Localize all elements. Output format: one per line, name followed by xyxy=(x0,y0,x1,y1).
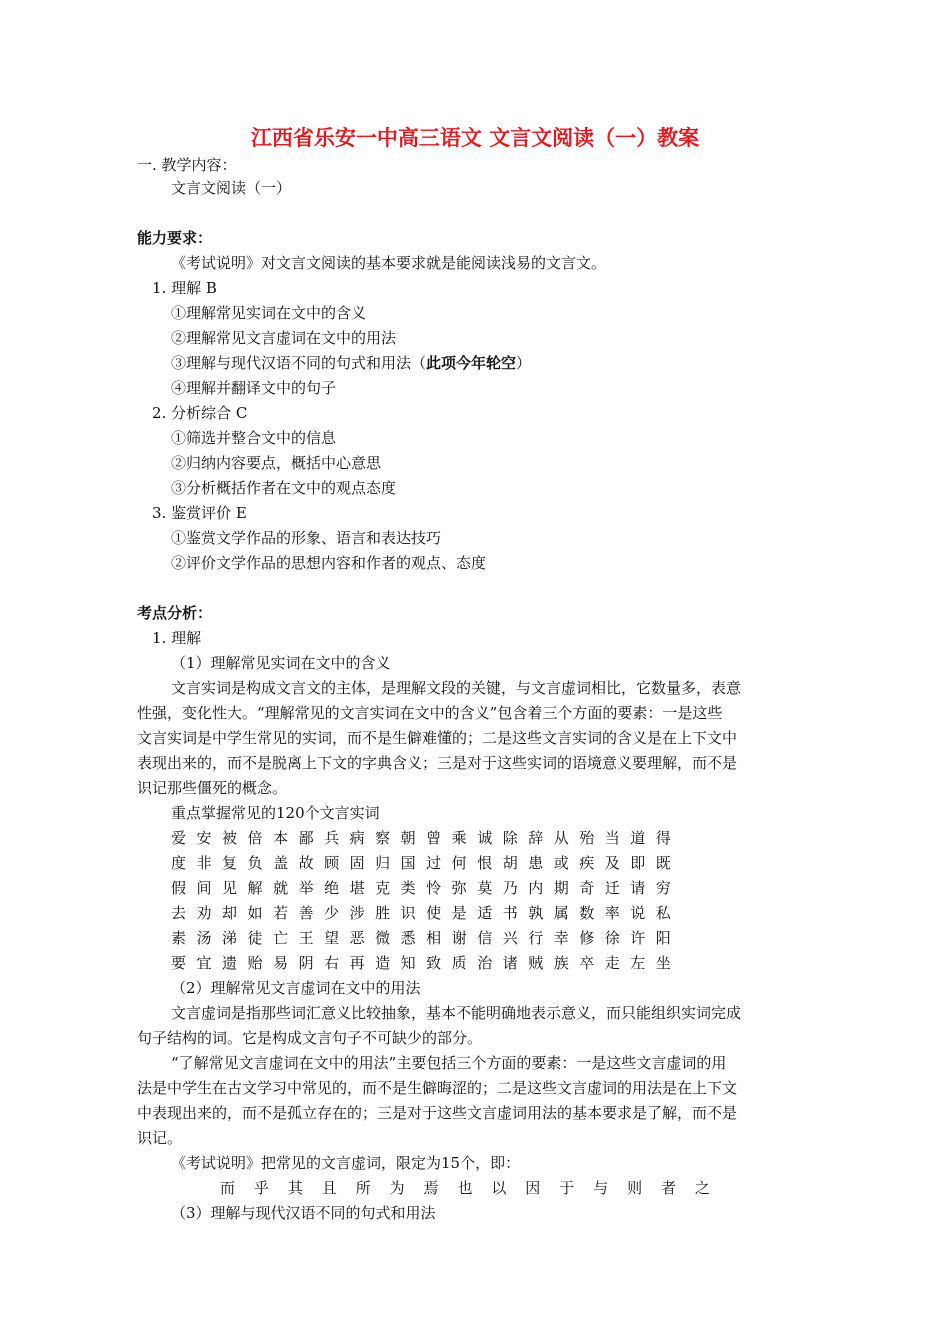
ability-item: ①理解常见实词在文中的含义 xyxy=(171,304,367,322)
shici-char: 本 xyxy=(273,829,289,847)
shici-char: 徒 xyxy=(247,929,263,947)
shici-char: 既 xyxy=(655,854,671,872)
xuci-char: 之 xyxy=(694,1179,710,1197)
subsection-heading: （1）理解常见实词在文中的含义 xyxy=(171,654,391,672)
shici-char: 书 xyxy=(502,904,518,922)
shici-char: 鄙 xyxy=(298,829,314,847)
shici-char: 爱 xyxy=(171,829,187,847)
xuci-char: 其 xyxy=(287,1179,303,1197)
xuci-char: 乎 xyxy=(253,1179,269,1197)
content-text: 文言文阅读（一） xyxy=(171,179,292,197)
shici-char: 被 xyxy=(222,829,238,847)
shici-char: 亡 xyxy=(273,929,289,947)
shici-char: 坐 xyxy=(655,954,671,972)
shici-char: 孰 xyxy=(528,904,544,922)
shici-char: 遗 xyxy=(222,954,238,972)
paragraph-line: 中表现出来的，而不是孤立存在的；三是对于这些文言虚词用法的基本要求是了解，而不是 xyxy=(137,1104,738,1122)
shici-char: 属 xyxy=(553,904,569,922)
shici-char: 解 xyxy=(247,879,263,897)
shici-char: 如 xyxy=(247,904,263,922)
emphasis-note: 此项今年轮空 xyxy=(426,354,517,372)
shici-char: 相 xyxy=(426,929,442,947)
xuci-char: 也 xyxy=(457,1179,473,1197)
ability-item xyxy=(171,353,531,373)
shici-char: 知 xyxy=(400,954,416,972)
shici-char: 微 xyxy=(375,929,391,947)
shici-char: 内 xyxy=(528,879,544,897)
section-heading-content: 一. 教学内容： xyxy=(137,156,237,174)
xuci-char: 以 xyxy=(491,1179,507,1197)
shici-char: 盖 xyxy=(273,854,289,872)
shici-row xyxy=(171,878,671,898)
shici-char: 怜 xyxy=(426,879,442,897)
shici-char: 去 xyxy=(171,904,187,922)
shici-char: 过 xyxy=(426,854,442,872)
shici-char: 走 xyxy=(604,954,620,972)
paragraph-line: 识记那些僵死的概念。 xyxy=(137,779,288,797)
shici-char: 弥 xyxy=(451,879,467,897)
shici-char: 谢 xyxy=(451,929,467,947)
shici-char: 诚 xyxy=(477,829,493,847)
shici-char: 造 xyxy=(375,954,391,972)
shici-char: 少 xyxy=(324,904,340,922)
shici-char: 素 xyxy=(171,929,187,947)
shici-char: 宜 xyxy=(196,954,212,972)
subsection-heading: （3）理解与现代汉语不同的句式和用法 xyxy=(171,1204,436,1222)
shici-char: 使 xyxy=(426,904,442,922)
ability-item: ①筛选并整合文中的信息 xyxy=(171,429,337,447)
section-heading-ability: 能力要求： xyxy=(137,229,213,247)
subsection-heading: （2）理解常见文言虚词在文中的用法 xyxy=(171,979,421,997)
shici-char: 要 xyxy=(171,954,187,972)
paragraph-line: 法是中学生在古文学习中常见的，而不是生僻晦涩的；二是这些文言虚词的用法是在上下文 xyxy=(137,1079,738,1097)
shici-char: 固 xyxy=(349,854,365,872)
shici-char: 说 xyxy=(630,904,646,922)
shici-char: 治 xyxy=(477,954,493,972)
shici-char: 致 xyxy=(426,954,442,972)
section-heading-analysis: 考点分析： xyxy=(137,604,213,622)
paragraph-line: 文言实词是中学生常见的实词，而不是生僻难懂的；二是这些文言实词的含义是在上下文中 xyxy=(137,729,738,747)
ability-item: ②归纳内容要点，概括中心意思 xyxy=(171,454,382,472)
shici-char: 故 xyxy=(298,854,314,872)
shici-char: 乃 xyxy=(502,879,518,897)
shici-char: 质 xyxy=(451,954,467,972)
shici-char: 非 xyxy=(196,854,212,872)
shici-char: 从 xyxy=(553,829,569,847)
shici-char: 期 xyxy=(553,879,569,897)
shici-char: 右 xyxy=(324,954,340,972)
shici-char: 当 xyxy=(604,829,620,847)
shici-char: 识 xyxy=(400,904,416,922)
xuci-intro: 《考试说明》把常见的文言虚词，限定为15个，即： xyxy=(171,1154,521,1172)
shici-row xyxy=(171,953,671,973)
shici-char: 举 xyxy=(298,879,314,897)
shici-char: 绝 xyxy=(324,879,340,897)
shici-char: 善 xyxy=(298,904,314,922)
ability-item: ②评价文学作品的思想内容和作者的观点、态度 xyxy=(171,554,487,572)
shici-char: 朝 xyxy=(400,829,416,847)
ability-item-text: ③理解与现代汉语不同的句式和用法（ xyxy=(171,354,427,372)
shici-row xyxy=(171,928,671,948)
shici-char: 安 xyxy=(196,829,212,847)
xuci-char: 所 xyxy=(355,1179,371,1197)
ability-group-2: 2. 分析综合 C xyxy=(152,404,248,422)
shici-char: 曾 xyxy=(426,829,442,847)
shici-char: 是 xyxy=(451,904,467,922)
shici-char: 或 xyxy=(553,854,569,872)
shici-char: 乘 xyxy=(451,829,467,847)
paragraph-line: 表现出来的，而不是脱离上下文的字典含义；三是对于这些实词的语境意义要理解，而不是 xyxy=(137,754,738,772)
ability-item-text: ） xyxy=(516,354,532,372)
page-title: 江西省乐安一中高三语文 文言文阅读（一）教案 xyxy=(250,125,700,150)
shici-char: 望 xyxy=(324,929,340,947)
analysis-point-1: 1. 理解 xyxy=(152,629,202,647)
shici-char: 率 xyxy=(604,904,620,922)
shici-char: 道 xyxy=(630,829,646,847)
shici-label: 重点掌握常见的120个文言实词 xyxy=(171,804,380,822)
shici-char: 疾 xyxy=(579,854,595,872)
shici-char: 许 xyxy=(630,929,646,947)
shici-char: 卒 xyxy=(579,954,595,972)
shici-char: 恨 xyxy=(477,854,493,872)
shici-char: 负 xyxy=(247,854,263,872)
shici-char: 奇 xyxy=(579,879,595,897)
shici-char: 胡 xyxy=(502,854,518,872)
shici-char: 贼 xyxy=(528,954,544,972)
shici-row xyxy=(171,828,671,848)
paragraph-line: 文言实词是构成文言文的主体，是理解文段的关键，与文言虚词相比，它数量多，表意 xyxy=(171,679,742,697)
shici-char: 涉 xyxy=(349,904,365,922)
paragraph-line: 句子结构的词。它是构成文言句子不可缺少的部分。 xyxy=(137,1029,483,1047)
shici-char: 劝 xyxy=(196,904,212,922)
shici-char: 胜 xyxy=(375,904,391,922)
shici-char: 国 xyxy=(400,854,416,872)
shici-char: 族 xyxy=(553,954,569,972)
shici-char: 见 xyxy=(222,879,238,897)
shici-char: 贻 xyxy=(247,954,263,972)
shici-char: 就 xyxy=(273,879,289,897)
ability-intro: 《考试说明》对文言文阅读的基本要求就是能阅读浅易的文言文。 xyxy=(171,254,607,272)
shici-char: 患 xyxy=(528,854,544,872)
xuci-char: 为 xyxy=(389,1179,405,1197)
shici-char: 左 xyxy=(630,954,646,972)
shici-row xyxy=(171,903,671,923)
ability-item: ①鉴赏文学作品的形象、语言和表达技巧 xyxy=(171,529,442,547)
shici-char: 适 xyxy=(477,904,493,922)
ability-item: ④理解并翻译文中的句子 xyxy=(171,379,337,397)
ability-group-1: 1. 理解 B xyxy=(152,279,217,297)
shici-char: 克 xyxy=(375,879,391,897)
shici-char: 类 xyxy=(400,879,416,897)
shici-char: 却 xyxy=(222,904,238,922)
xuci-char: 者 xyxy=(660,1179,676,1197)
shici-char: 除 xyxy=(502,829,518,847)
shici-char: 病 xyxy=(349,829,365,847)
shici-char: 复 xyxy=(222,854,238,872)
paragraph-line: 文言虚词是指那些词汇意义比较抽象，基本不能明确地表示意义，而只能组织实词完成 xyxy=(171,1004,742,1022)
shici-char: 诸 xyxy=(502,954,518,972)
shici-char: 顾 xyxy=(324,854,340,872)
shici-char: 察 xyxy=(375,829,391,847)
xuci-row xyxy=(220,1178,710,1198)
paragraph-line: 识记。 xyxy=(137,1129,183,1147)
shici-char: 王 xyxy=(298,929,314,947)
shici-char: 及 xyxy=(604,854,620,872)
ability-item: ③分析概括作者在文中的观点态度 xyxy=(171,479,397,497)
xuci-char: 而 xyxy=(220,1179,236,1197)
shici-char: 行 xyxy=(528,929,544,947)
shici-char: 得 xyxy=(655,829,671,847)
shici-char: 穷 xyxy=(655,879,671,897)
shici-char: 假 xyxy=(171,879,187,897)
shici-char: 汤 xyxy=(196,929,212,947)
xuci-char: 于 xyxy=(559,1179,575,1197)
shici-row xyxy=(171,853,671,873)
shici-char: 度 xyxy=(171,854,187,872)
shici-char: 幸 xyxy=(553,929,569,947)
shici-char: 迁 xyxy=(604,879,620,897)
shici-char: 徐 xyxy=(604,929,620,947)
xuci-char: 则 xyxy=(627,1179,643,1197)
shici-char: 悉 xyxy=(400,929,416,947)
shici-char: 殆 xyxy=(579,829,595,847)
shici-char: 辞 xyxy=(528,829,544,847)
shici-char: 数 xyxy=(579,904,595,922)
shici-char: 阴 xyxy=(298,954,314,972)
shici-char: 兴 xyxy=(502,929,518,947)
shici-char: 涕 xyxy=(222,929,238,947)
shici-char: 即 xyxy=(630,854,646,872)
paragraph-line: 性强，变化性大。“理解常见的文言实词在文中的含义”包含着三个方面的要素：一是这些 xyxy=(137,704,723,722)
shici-char: 信 xyxy=(477,929,493,947)
xuci-char: 与 xyxy=(593,1179,609,1197)
ability-item: ②理解常见文言虚词在文中的用法 xyxy=(171,329,397,347)
shici-char: 莫 xyxy=(477,879,493,897)
shici-char: 归 xyxy=(375,854,391,872)
shici-char: 恶 xyxy=(349,929,365,947)
xuci-char: 焉 xyxy=(423,1179,439,1197)
shici-char: 阳 xyxy=(655,929,671,947)
shici-char: 堪 xyxy=(349,879,365,897)
shici-char: 间 xyxy=(196,879,212,897)
shici-char: 何 xyxy=(451,854,467,872)
shici-char: 请 xyxy=(630,879,646,897)
paragraph-line: “了解常见文言虚词在文中的用法”主要包括三个方面的要素：一是这些文言虚词的用 xyxy=(171,1054,727,1072)
shici-char: 若 xyxy=(273,904,289,922)
shici-char: 再 xyxy=(349,954,365,972)
shici-char: 易 xyxy=(273,954,289,972)
xuci-char: 因 xyxy=(525,1179,541,1197)
shici-char: 私 xyxy=(655,904,671,922)
ability-group-3: 3. 鉴赏评价 E xyxy=(152,504,247,522)
xuci-char: 且 xyxy=(321,1179,337,1197)
shici-char: 修 xyxy=(579,929,595,947)
shici-char: 兵 xyxy=(324,829,340,847)
shici-char: 倍 xyxy=(247,829,263,847)
